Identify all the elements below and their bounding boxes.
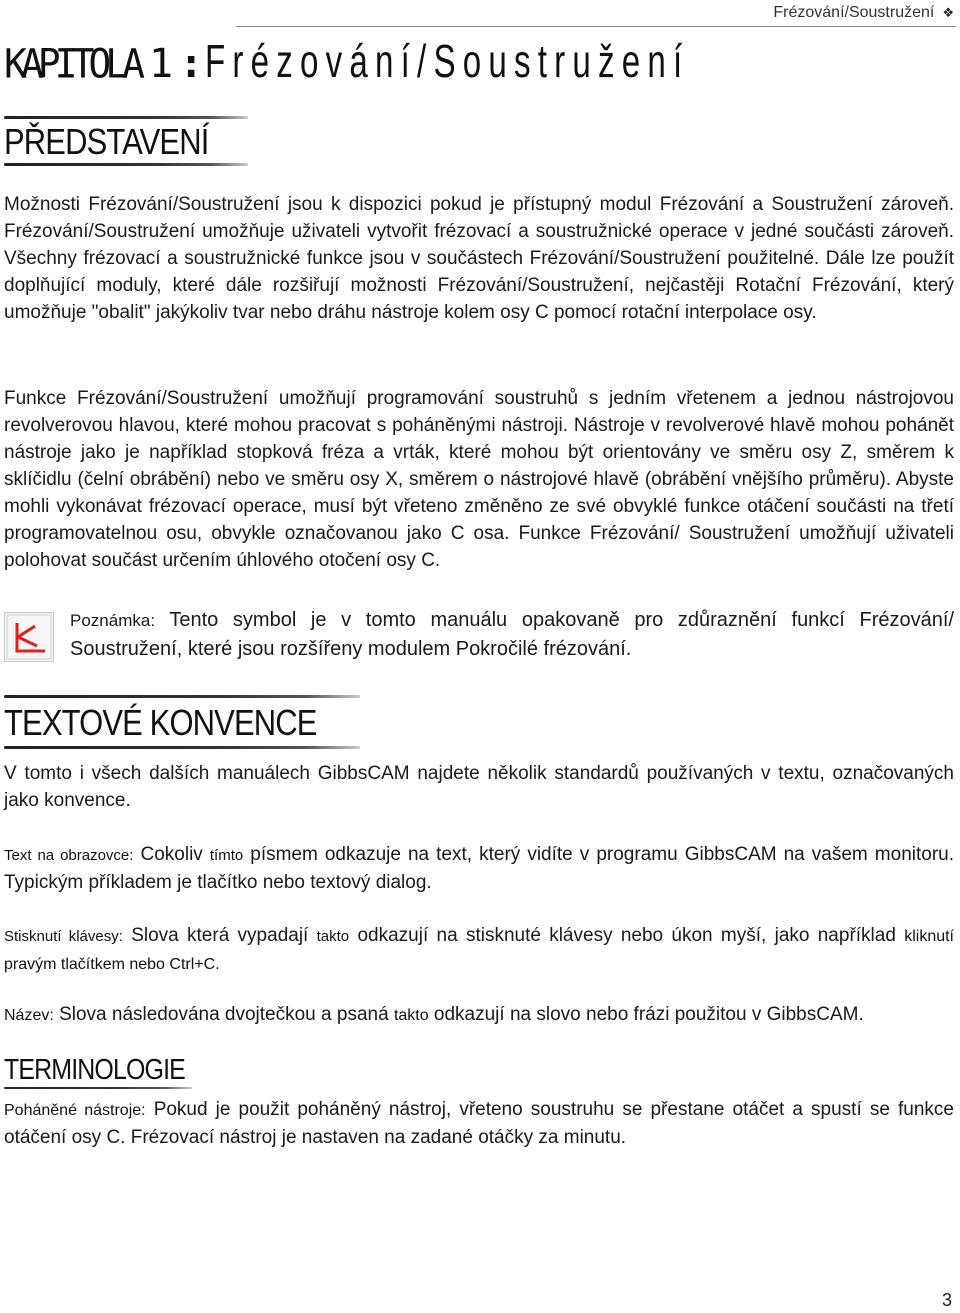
chapter-number: 1: [149, 41, 174, 87]
term-label: Poháněné nástroje:: [4, 1102, 146, 1119]
term-example: kliknutí pravým tlačítkem nebo Ctrl+C.: [4, 928, 954, 973]
advanced-milling-icon: [4, 612, 54, 662]
note-label: Poznámka:: [70, 611, 156, 630]
term-sample: tímto: [209, 847, 244, 864]
section-title: TEXTOVÉ KONVENCE: [4, 702, 317, 743]
header-rule: [236, 26, 956, 27]
running-header-title: Frézování/Soustružení: [773, 4, 935, 21]
intro-paragraph-1: [4, 191, 954, 326]
term-label: Název:: [4, 1007, 54, 1024]
conventions-paragraph: [4, 760, 954, 814]
intro-text-2: Funkce Frézování/Soustružení umožňují programování soustruhů s jedním vřetenem a jednou nástrojovou revolverovou hlavou, které mohou pracovat s poháněnými nástroji. Nástroje v revolverové hlavě mohou pohánět nástroje jako je například stopková fréza a vrták, které mohou být orientovány ve směru osy Z, směrem k sklíčidlu (čelní obrábění) nebo ve směru osy X, směrem o nástrojové hlavě (obrábění vnějšího průměru). Abyste mohli vykonávat frézovací operace, musí být vřeteno změněno ze své obvyklé funkce otáčení součásti na třetí programovatelnou osu, obvykle označovanou jako C osa. Funkce Frézování/ Soustružení umožňují uživateli polohovat součást určením úhlového otočení osy C.: [4, 388, 954, 571]
diamond-bullet-icon: ❖: [942, 5, 954, 20]
section-terminology-heading: [4, 1053, 204, 1089]
term-sample: takto: [316, 928, 350, 945]
term-text: Slova následována dvojtečkou a psaná: [53, 1004, 394, 1025]
term-text: písmem odkazuje na text, který vidíte v programu GibbsCAM na vašem monitoru. Typickým příkladem je tlačítko nebo textový dialog.: [4, 844, 955, 893]
term-text: odkazují na slovo nebo frázi použitou v GibbsCAM.: [428, 1004, 864, 1025]
chapter-title: Frézování/Soustružení: [205, 35, 690, 87]
note-paragraph: [70, 606, 954, 664]
section-intro-heading: [4, 116, 248, 166]
term-text: Slova která vypadají: [122, 925, 317, 946]
note-text: Tento symbol je v tomto manuálu opakovaně pro zdůraznění funkcí Frézování/ Soustružení, které jsou rozšířeny modulem Pokročilé frézování.: [70, 609, 954, 660]
running-header: [773, 0, 954, 26]
convention-name: [4, 1001, 954, 1029]
convention-keypress: [4, 922, 954, 978]
page-number: 3: [941, 1290, 952, 1310]
term-label: Stisknutí klávesy:: [4, 928, 123, 945]
section-rule-bottom: [4, 1087, 192, 1089]
term-text: odkazují na stisknuté klávesy nebo úkon myší, jako například: [349, 925, 905, 946]
section-conventions-heading: [4, 695, 360, 749]
term-sample: takto: [393, 1007, 429, 1024]
section-title: TERMINOLOGIE: [4, 1054, 185, 1086]
term-text: Pokud je použit poháněný nástroj, vřeteno soustruhu se přestane otáčet a spustí se funkce otáčení osy C. Frézovací nástroj je nastaven na zadané otáčky za minutu.: [4, 1099, 954, 1148]
chapter-separator: :: [179, 41, 204, 87]
intro-text-1: Možnosti Frézování/Soustružení jsou k dispozici pokud je přístupný modul Frézování a Soustružení zároveň. Frézování/Soustružení umožňuje uživateli vytvořit frézovací a soustružnické operace v jedné součásti zároveň. Všechny frézovací a soustružnické funkce jsou v součástech Frézování/Soustružení použitelné. Dále lze použít doplňující moduly, které dále rozšiřují možnosti Frézování/Soustružení, nejčastěji Rotační Frézování, který umožňuje "obalit" jakýkoliv tvar nebo dráhu nástroje kolem osy C pomocí rotační interpolace osy.: [4, 194, 954, 323]
term-label: Text na obrazovce:: [4, 847, 134, 864]
convention-screen-text: [4, 841, 954, 896]
section-title: PŘEDSTAVENÍ: [4, 121, 209, 162]
chapter-heading: [4, 34, 878, 88]
terminology-paragraph: [4, 1096, 954, 1151]
section-rule-top: [4, 116, 248, 119]
section-rule-bottom: [4, 163, 248, 166]
section-rule-bottom: [4, 746, 360, 749]
section-rule-top: [4, 695, 360, 698]
chapter-label: KAPITOLA: [4, 40, 140, 88]
term-text: Cokoliv: [133, 844, 210, 865]
intro-paragraph-2: [4, 385, 954, 574]
conventions-text: V tomto i všech dalších manuálech GibbsCAM najdete několik standardů používaných v textu, označovaných jako konvence.: [4, 763, 954, 811]
